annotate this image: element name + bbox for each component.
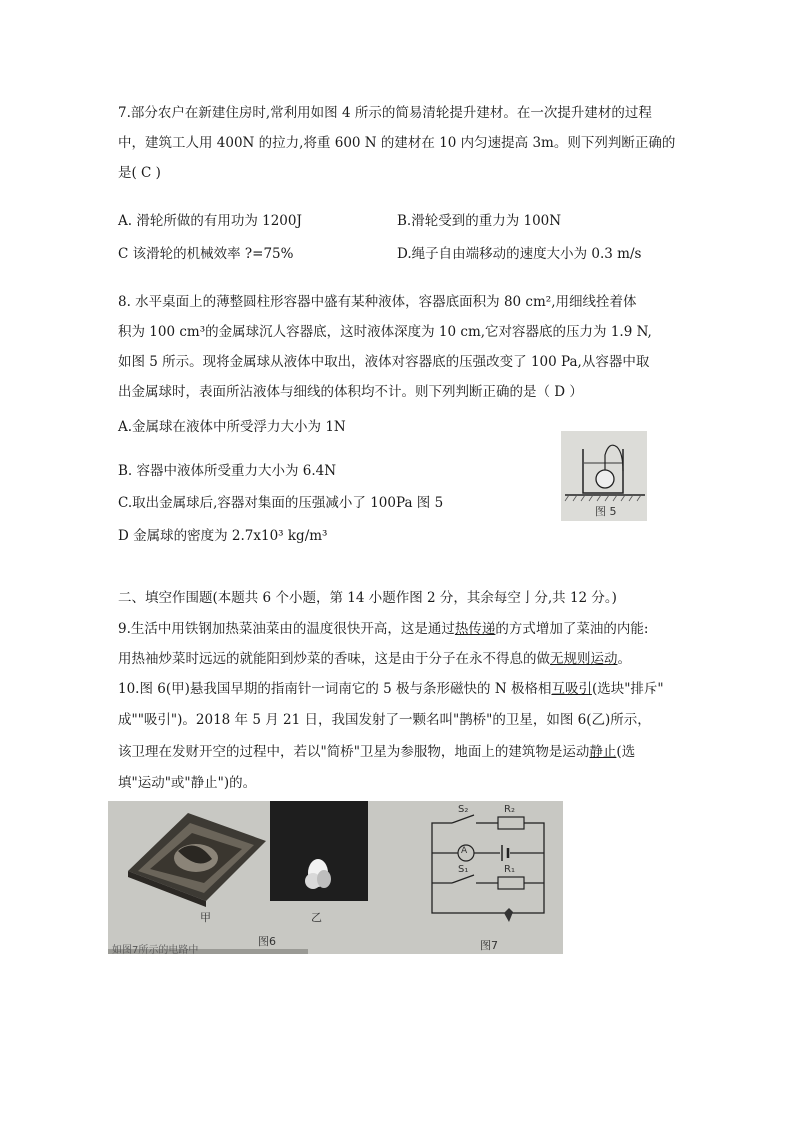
- q8-line-3: 如图 5 所示。现将金属球从液体中取出，液体对容器底的压强改变了 100 Pa,从容器中取: [118, 354, 650, 370]
- q10-line-4: 填"运动"或"静止")的。: [118, 775, 257, 791]
- circuit-label-s1: S₁: [458, 864, 469, 875]
- q10-answer-1: 互吸引: [551, 681, 592, 697]
- q8-option-a: A.金属球在液体中所受浮力大小为 1N: [118, 419, 346, 435]
- q8-line-2: 积为 100 cm³的金属球沉人容器底，这时液体深度为 10 cm,它对容器底的压力为 1.9 N,: [118, 324, 652, 340]
- q8-option-d: D 金属球的密度为 2.7x10³ kg/m³: [118, 528, 328, 544]
- q9-text-c: 用热袖炒菜时远远的就能阳到炒菜的香味，这是由于分子在永不得息的做: [118, 651, 550, 667]
- q10-text-b: (选块"排斥": [591, 681, 664, 697]
- figure-6-label-yi: 乙: [311, 911, 322, 924]
- q10-line-2: 成""吸引")。2018 年 5 月 21 日，我国发射了一颗名叫"鹊桥"的卫星，如图 6(乙)所示，: [118, 712, 651, 728]
- q10-text-c: 该卫理在发财开空的过程中，若以"简桥"卫星为参服物，地面上的建筑物是运动: [118, 744, 590, 760]
- circuit-label-r1: R₁: [504, 864, 515, 875]
- q9-answer-2: 无规则运动: [550, 651, 618, 667]
- q9-text-d: 。: [617, 651, 631, 667]
- q7-line-1: 7.部分农户在新建住房时,常利用如图 4 所示的简易清轮提升建材。在一次提升建材的过程: [118, 105, 652, 121]
- circuit-label-ammeter: A: [461, 846, 468, 856]
- q10-line-1: [118, 679, 664, 699]
- q10-text-d: (选: [616, 744, 636, 760]
- q9-text-b: 的方式增加了菜油的内能:: [495, 621, 649, 637]
- q9-answer-1: 热传递: [454, 621, 496, 637]
- figure-6-caption: 图6: [258, 935, 276, 948]
- figure-7-caption: 图7: [480, 939, 498, 952]
- q7-line-2: 中，建筑工人用 400N 的拉力,将重 600 N 的建材在 10 内匀速提高 3m。则下列判断正确的: [118, 135, 676, 151]
- q7-option-c: C 该滑轮的机械效率 ?=75%: [118, 246, 294, 262]
- figure-6-label-jia: 甲: [200, 911, 211, 924]
- q8-line-1: 8. 水平桌面上的薄整圆柱形容器中盛有某种液体，容器底面积为 80 cm²,用细线拴着体: [118, 294, 637, 310]
- q10-text-a: 10.图 6(甲)悬我国早期的指南针一词南它的 5 极与条形磁快的 N 极格相: [118, 681, 552, 697]
- q9-line-1: [118, 619, 648, 639]
- figure-5-caption: 图 5: [595, 505, 617, 518]
- q8-line-4: 出金属球时，表面所沾液体与细线的体积均不计。则下列判断正确的是（ D ）: [118, 384, 583, 400]
- q9-line-2: [118, 649, 631, 669]
- q9-text-a: 9.生活中用铁钢加热菜油菜由的温度很快开高，这是通过: [118, 621, 455, 637]
- q7-option-d: D.绳子自由端移动的速度大小为 0.3 m/s: [397, 246, 642, 262]
- figure-6-7-strip: [108, 801, 563, 954]
- circuit-label-s2: S₂: [458, 804, 469, 815]
- section-2-header: 二、填空作围题(本题共 6 个小题，第 14 小题作图 2 分，其余每空亅分,共 12 分。): [118, 590, 617, 606]
- figure-6-7-drawing: [108, 801, 563, 954]
- q7-line-3: 是( C ): [118, 165, 161, 181]
- cutoff-text: 如图7所示的电路中: [112, 945, 199, 954]
- circuit-label-r2: R₂: [504, 804, 515, 815]
- q7-option-a: A. 滑轮所做的有用功为 1200J: [118, 213, 302, 229]
- q10-line-3: [118, 742, 635, 762]
- q8-option-c: C.取出金属球后,容器对集面的压强减小了 100Pa 图 5: [118, 495, 444, 511]
- figure-5: [561, 431, 647, 521]
- q7-option-b: B.滑轮受到的重力为 100N: [397, 213, 562, 229]
- q8-option-b: B. 容器中液体所受重力大小为 6.4N: [118, 463, 337, 479]
- q10-answer-2: 静止: [589, 744, 617, 760]
